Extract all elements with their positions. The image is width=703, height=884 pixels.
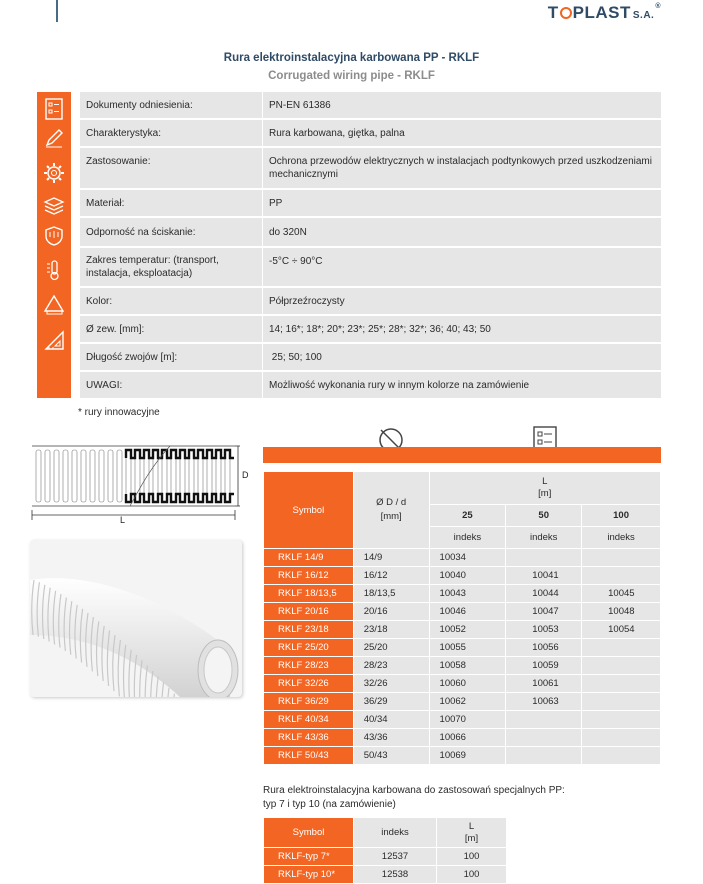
length-25: 25 [429,505,506,527]
row-symbol: RKLF 36/29 [264,693,354,711]
table-row [264,603,661,621]
row-indeks-100: 10048 [582,603,661,621]
page-subtitle: Corrugated wiring pipe - RKLF [268,70,435,82]
special-row-indeks: 12537 [354,848,437,866]
row-indeks-25: 10046 [429,603,506,621]
table-row [264,639,661,657]
row-indeks-50: 10063 [506,693,582,711]
row-dimension: 40/34 [353,711,429,729]
row-indeks-50: 10056 [506,639,582,657]
row-indeks-50: 10059 [506,657,582,675]
table-row [264,549,661,567]
row-symbol: RKLF 14/9 [264,549,354,567]
row-indeks-100 [582,567,661,585]
special-row-symbol: RKLF-typ 7* [264,848,354,866]
row-symbol: RKLF 40/34 [264,711,354,729]
diagram-l-label: L [120,515,126,525]
row-indeks-25: 10069 [429,747,506,765]
row-dimension: 43/36 [353,729,429,747]
gear-icon [37,158,71,188]
row-indeks-25: 10070 [429,711,506,729]
row-indeks-25: 10052 [429,621,506,639]
row-indeks-25: 10043 [429,585,506,603]
length-header: L [m] [429,472,660,505]
row-indeks-25: 10062 [429,693,506,711]
thermometer-icon [37,255,71,285]
spec-row: Odporność na ściskanie: do 320N [80,218,661,246]
table-row [264,675,661,693]
spec-row: Ø zew. [mm]: 14; 16*; 18*; 20*; 23*; 25*; 28*; 32*; 36; 40; 43; 50 [80,316,661,342]
row-indeks-50: 10061 [506,675,582,693]
row-indeks-100 [582,657,661,675]
row-dimension: 14/9 [353,549,429,567]
row-indeks-25: 10040 [429,567,506,585]
product-table [263,471,661,765]
table-row [264,567,661,585]
dimension-header: Ø D / d [mm] [353,472,429,549]
row-symbol: RKLF 23/18 [264,621,354,639]
row-indeks-25: 10034 [429,549,506,567]
special-description: Rura elektroinstalacyjna karbowana do zastosowań specjalnych PP: typ 7 i typ 10 (na zamówienie) [263,785,565,810]
footnote: * rury innowacyjne [78,407,160,418]
row-dimension: 50/43 [353,747,429,765]
table-row [264,657,661,675]
spec-row: UWAGI: Możliwość wykonania rury w innym kolorze na zamówienie [80,372,661,398]
row-dimension: 28/23 [353,657,429,675]
row-symbol: RKLF 18/13,5 [264,585,354,603]
table-row [264,729,661,747]
indeks-header: indeks [354,818,437,848]
spec-row: Zastosowanie: Ochrona przewodów elektrycznych w instalacjach podtynkowych przed uszkodzeniami mechanicznymi [80,148,661,188]
row-indeks-100 [582,729,661,747]
row-symbol: RKLF 28/23 [264,657,354,675]
triangle-ruler-icon [37,289,71,319]
shield-icon [37,221,71,251]
row-indeks-50: 10041 [506,567,582,585]
row-indeks-100: 10054 [582,621,661,639]
pencil-icon [37,123,71,153]
row-dimension: 36/29 [353,693,429,711]
pipe-dimension-diagram [30,438,252,528]
row-symbol: RKLF 25/20 [264,639,354,657]
row-indeks-100 [582,747,661,765]
row-indeks-25: 10066 [429,729,506,747]
set-square-icon [37,325,71,355]
brand-logo: T PLAST S.A.® [547,3,661,22]
header-rule [56,0,58,22]
special-row-indeks: 12538 [354,866,437,884]
row-indeks-100 [582,675,661,693]
symbol-header: Symbol [264,818,354,848]
row-indeks-50 [506,711,582,729]
indeks-label: indeks [582,527,661,549]
row-symbol: RKLF 50/43 [264,747,354,765]
row-indeks-100 [582,639,661,657]
table-row [264,693,661,711]
row-dimension: 25/20 [353,639,429,657]
special-row-length: 100 [437,848,507,866]
length-header: L [m] [437,818,507,848]
row-indeks-50 [506,747,582,765]
row-indeks-50: 10044 [506,585,582,603]
spec-row: Długość zwojów [m]: 25; 50; 100 [80,344,661,370]
length-50: 50 [506,505,582,527]
document-list-icon [37,94,71,124]
row-dimension: 32/26 [353,675,429,693]
symbol-header: Symbol [264,472,354,549]
spec-row: Charakterystyka: Rura karbowana, giętka, palna [80,120,661,146]
row-indeks-25: 10060 [429,675,506,693]
row-dimension: 20/16 [353,603,429,621]
row-indeks-25: 10055 [429,639,506,657]
row-indeks-50 [506,549,582,567]
row-symbol: RKLF 43/36 [264,729,354,747]
indeks-label: indeks [429,527,506,549]
spec-row: Dokumenty odniesienia: PN-EN 61386 [80,92,661,118]
row-indeks-50: 10053 [506,621,582,639]
length-100: 100 [582,505,661,527]
row-indeks-100 [582,693,661,711]
page-title: Rura elektroinstalacyjna karbowana PP - RKLF [223,52,480,64]
table-header-bar [263,447,661,463]
special-row-symbol: RKLF-typ 10* [264,866,354,884]
table-row [264,747,661,765]
row-indeks-100 [582,711,661,729]
table-row [264,621,661,639]
row-dimension: 16/12 [353,567,429,585]
row-symbol: RKLF 20/16 [264,603,354,621]
row-symbol: RKLF 32/26 [264,675,354,693]
special-row-length: 100 [437,866,507,884]
row-indeks-25: 10058 [429,657,506,675]
pipe-photo [30,540,242,697]
layers-icon [37,191,71,221]
row-indeks-100: 10045 [582,585,661,603]
indeks-label: indeks [506,527,582,549]
row-indeks-50 [506,729,582,747]
row-indeks-50: 10047 [506,603,582,621]
row-symbol: RKLF 16/12 [264,567,354,585]
spec-row: Zakres temperatur: (transport, instalacja, eksploatacja) -5°C ÷ 90°C [80,248,661,286]
table-row [264,711,661,729]
table-row [264,585,661,603]
spec-row: Materiał: PP [80,190,661,216]
row-dimension: 23/18 [353,621,429,639]
row-dimension: 18/13,5 [353,585,429,603]
spec-row: Kolor: Półprzeźroczysty [80,288,661,314]
row-indeks-100 [582,549,661,567]
diagram-d-label: D [242,470,249,480]
special-table [263,817,507,884]
icon-sidebar [37,92,71,398]
